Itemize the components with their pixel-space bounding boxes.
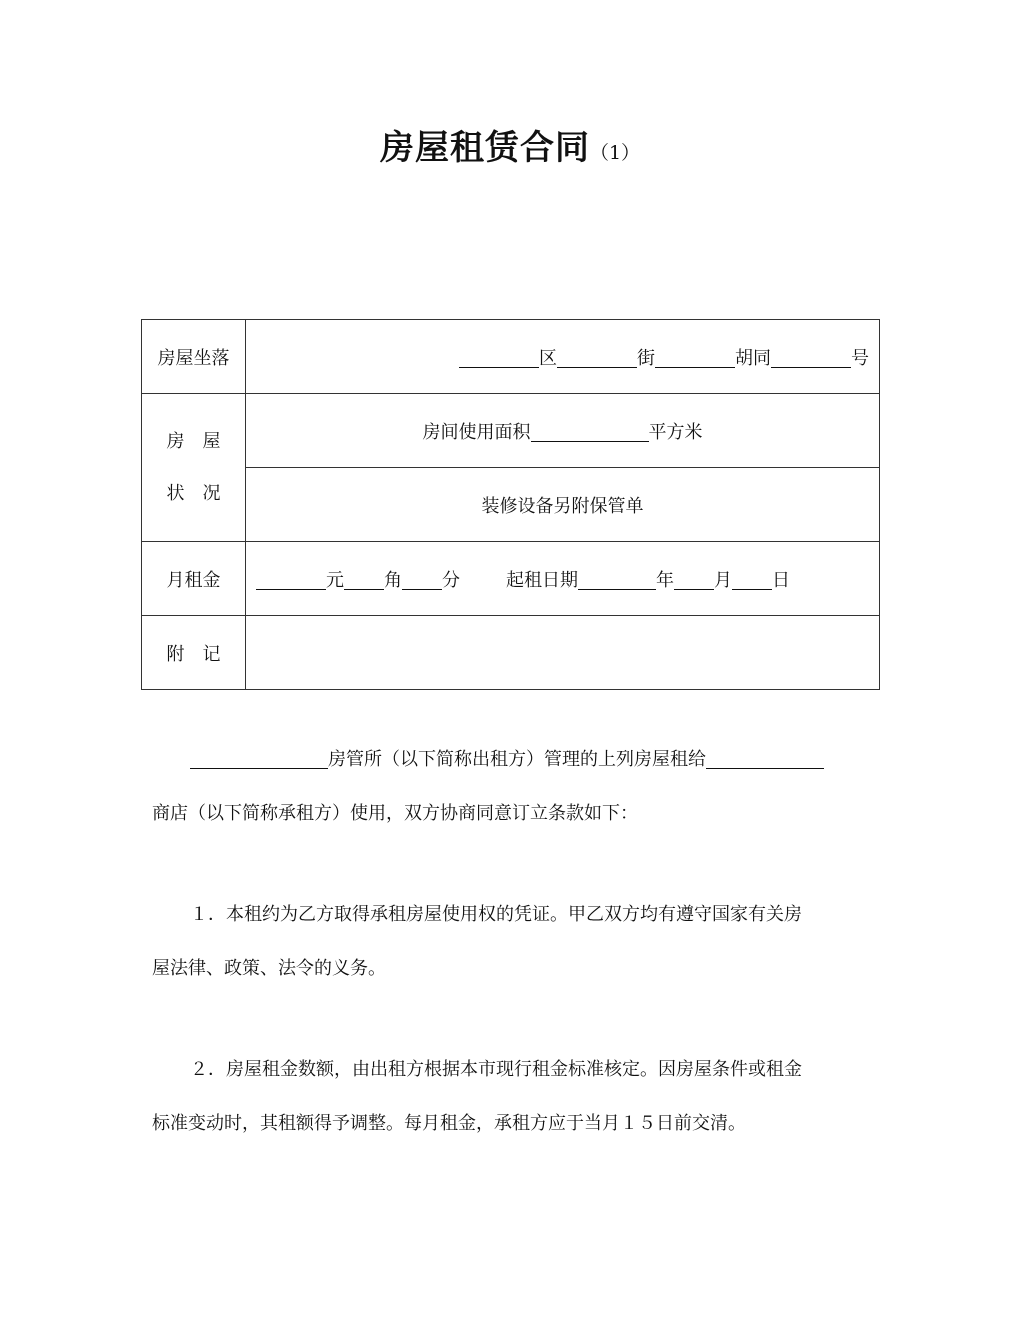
district-field[interactable] bbox=[459, 349, 539, 368]
remarks-label: 附 记 bbox=[142, 616, 246, 690]
hutong-unit: 胡同 bbox=[735, 347, 771, 369]
location-cell bbox=[246, 320, 880, 394]
clause-1-line1: １．本租约为乙方取得承租房屋使用权的凭证。甲乙双方均有遵守国家有关房 bbox=[190, 904, 802, 925]
year-field[interactable] bbox=[578, 571, 656, 590]
landlord-field[interactable] bbox=[190, 750, 328, 769]
rent-row bbox=[142, 542, 880, 616]
clause-1 bbox=[152, 888, 872, 996]
condition-label-line2: 状 况 bbox=[166, 482, 221, 504]
clause-2-line2: 标准变动时，其租额得予调整。每月租金，承租方应于当月１５日前交清。 bbox=[152, 1113, 746, 1134]
number-field[interactable] bbox=[771, 349, 851, 368]
district-unit: 区 bbox=[539, 347, 557, 369]
number-unit: 号 bbox=[851, 347, 869, 369]
rent-cell bbox=[246, 542, 880, 616]
jiao-field[interactable] bbox=[344, 571, 384, 590]
intro-paragraph bbox=[152, 733, 872, 841]
day-field[interactable] bbox=[732, 571, 772, 590]
clause-1-line2: 屋法律、政策、法令的义务。 bbox=[152, 958, 386, 979]
remarks-row bbox=[142, 616, 880, 690]
fen-unit: 分 bbox=[442, 569, 460, 591]
jiao-unit: 角 bbox=[384, 569, 402, 591]
fen-field[interactable] bbox=[402, 571, 442, 590]
start-date-label: 起租日期 bbox=[506, 569, 578, 591]
condition-label-line1: 房 屋 bbox=[166, 430, 221, 452]
clause-2-line1: ２．房屋租金数额，由出租方根据本市现行租金标准核定。因房屋条件或租金 bbox=[190, 1059, 802, 1080]
property-info-table bbox=[141, 319, 880, 690]
intro-line1 bbox=[152, 733, 872, 787]
intro-line2: 商店（以下简称承租方）使用，双方协商同意订立条款如下： bbox=[152, 803, 638, 824]
title-main: 房屋租赁合同 bbox=[379, 128, 590, 168]
area-unit: 平方米 bbox=[648, 421, 703, 443]
area-cell bbox=[246, 394, 880, 468]
tenant-field[interactable] bbox=[706, 750, 824, 769]
yuan-unit: 元 bbox=[326, 569, 344, 591]
street-unit: 街 bbox=[637, 347, 655, 369]
street-field[interactable] bbox=[557, 349, 637, 368]
title-suffix: （1） bbox=[589, 142, 641, 164]
hutong-field[interactable] bbox=[655, 349, 735, 368]
area-label: 房间使用面积 bbox=[422, 421, 531, 443]
month-unit: 月 bbox=[714, 569, 732, 591]
location-label: 房屋坐落 bbox=[142, 320, 246, 394]
area-field[interactable] bbox=[531, 423, 649, 442]
decoration-row bbox=[142, 468, 880, 542]
clause-2 bbox=[152, 1043, 872, 1151]
page-title bbox=[0, 120, 1020, 169]
rent-label: 月租金 bbox=[142, 542, 246, 616]
day-unit: 日 bbox=[772, 569, 790, 591]
location-row bbox=[142, 320, 880, 394]
month-field[interactable] bbox=[674, 571, 714, 590]
remarks-field[interactable] bbox=[246, 616, 880, 690]
year-unit: 年 bbox=[656, 569, 674, 591]
decoration-note: 装修设备另附保管单 bbox=[246, 468, 880, 542]
yuan-field[interactable] bbox=[256, 571, 326, 590]
area-row bbox=[142, 394, 880, 468]
condition-label bbox=[142, 394, 246, 542]
intro-line1-text: 房管所（以下简称出租方）管理的上列房屋租给 bbox=[328, 749, 706, 770]
